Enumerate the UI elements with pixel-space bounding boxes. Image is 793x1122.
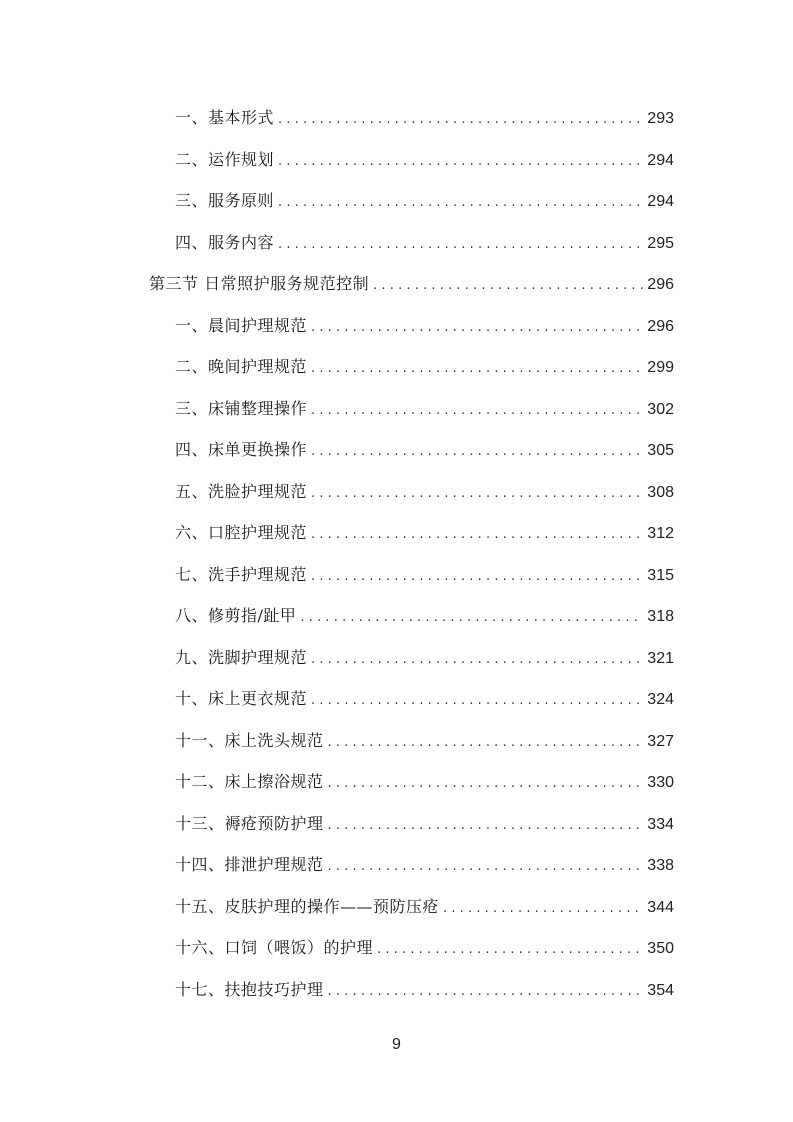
toc-section-entry[interactable] <box>149 270 674 298</box>
toc-dot-leader <box>328 770 644 798</box>
toc-entry-page: 330 <box>647 774 674 791</box>
toc-entry[interactable] <box>175 395 674 423</box>
toc-entry[interactable] <box>175 229 674 257</box>
toc-entry[interactable] <box>175 934 674 962</box>
toc-entry-title: 十一、床上洗头规范 <box>175 731 324 750</box>
toc-entry-page: 299 <box>647 359 674 376</box>
toc-entry[interactable] <box>175 644 674 672</box>
toc-entry-title: 三、床铺整理操作 <box>175 399 308 418</box>
toc-entry[interactable] <box>175 353 674 381</box>
toc-dot-leader <box>311 687 643 715</box>
toc-dot-leader <box>328 729 644 757</box>
toc-entry-title: 十三、褥疮预防护理 <box>175 814 324 833</box>
toc-entry-title: 十、床上更衣规范 <box>175 689 308 708</box>
toc-entry[interactable] <box>175 602 674 630</box>
toc-entry-page: 305 <box>647 442 674 459</box>
toc-entry-title: 第三节 日常照护服务规范控制 <box>149 274 370 293</box>
toc-entry-page: 293 <box>647 110 674 127</box>
toc-dot-leader <box>311 397 643 425</box>
toc-entry[interactable] <box>175 851 674 879</box>
toc-entry-title: 十七、扶抱技巧护理 <box>175 980 324 999</box>
toc-entry-title: 十五、皮肤护理的操作——预防压疮 <box>175 897 440 916</box>
toc-entry-title: 五、洗脸护理规范 <box>175 482 308 501</box>
toc-entry-page: 334 <box>647 816 674 833</box>
toc-entry-title: 二、运作规划 <box>175 150 275 169</box>
toc-entry-page: 302 <box>647 401 674 418</box>
toc-dot-leader <box>300 604 643 632</box>
toc-entry-title: 四、床单更换操作 <box>175 440 308 459</box>
toc-entry[interactable] <box>175 768 674 796</box>
toc-dot-leader <box>311 314 643 342</box>
toc-entry-title: 十六、口饲（喂饭）的护理 <box>175 938 374 957</box>
toc-entry[interactable] <box>175 478 674 506</box>
toc-entry-page: 318 <box>647 608 674 625</box>
toc-entry[interactable] <box>175 104 674 132</box>
toc-entry-title: 六、口腔护理规范 <box>175 523 308 542</box>
toc-entry-page: 315 <box>647 567 674 584</box>
toc-entry-title: 八、修剪指/趾甲 <box>175 606 297 625</box>
toc-dot-leader <box>311 438 643 466</box>
toc-entry-page: 354 <box>647 982 674 999</box>
toc-entry-title: 四、服务内容 <box>175 233 275 252</box>
toc-entry-title: 十二、床上擦浴规范 <box>175 772 324 791</box>
toc-entry[interactable] <box>175 685 674 713</box>
toc-entry-title: 一、晨间护理规范 <box>175 316 308 335</box>
toc-entry[interactable] <box>175 519 674 547</box>
toc-dot-leader <box>443 895 643 923</box>
toc-entry-page: 294 <box>647 193 674 210</box>
toc-dot-leader <box>278 189 643 217</box>
toc-dot-leader <box>278 106 643 134</box>
toc-dot-leader <box>311 646 643 674</box>
toc-entry[interactable] <box>175 312 674 340</box>
toc-dot-leader <box>328 853 644 881</box>
toc-entry-page: 344 <box>647 899 674 916</box>
toc-dot-leader <box>377 936 643 964</box>
toc-entry-page: 327 <box>647 733 674 750</box>
toc-entry-page: 295 <box>647 235 674 252</box>
toc-dot-leader <box>278 231 643 259</box>
toc-entry-page: 296 <box>647 318 674 335</box>
toc-dot-leader <box>311 355 643 383</box>
toc-dot-leader <box>311 521 643 549</box>
toc-entry-title: 一、基本形式 <box>175 108 275 127</box>
toc-entry-page: 308 <box>647 484 674 501</box>
toc-entry-page: 294 <box>647 152 674 169</box>
toc-entry-title: 十四、排泄护理规范 <box>175 855 324 874</box>
toc-entry[interactable] <box>175 727 674 755</box>
toc-entry[interactable] <box>175 561 674 589</box>
toc-entry-page: 296 <box>647 276 674 293</box>
toc-dot-leader <box>311 563 643 591</box>
toc-dot-leader <box>328 978 644 1006</box>
toc-dot-leader <box>278 148 643 176</box>
toc-entry[interactable] <box>175 436 674 464</box>
toc-dot-leader <box>328 812 644 840</box>
page-number: 9 <box>392 1036 401 1053</box>
toc-entry[interactable] <box>175 146 674 174</box>
toc-entry-page: 324 <box>647 691 674 708</box>
toc-entry[interactable] <box>175 810 674 838</box>
toc-entry[interactable] <box>175 187 674 215</box>
toc-entry-title: 三、服务原则 <box>175 191 275 210</box>
toc-entry-title: 七、洗手护理规范 <box>175 565 308 584</box>
toc-entry-page: 312 <box>647 525 674 542</box>
toc-entry[interactable] <box>175 976 674 1004</box>
toc-entry-page: 350 <box>647 940 674 957</box>
toc-entry-page: 321 <box>647 650 674 667</box>
toc-entry-title: 九、洗脚护理规范 <box>175 648 308 667</box>
toc-dot-leader <box>311 480 643 508</box>
toc-entry[interactable] <box>175 893 674 921</box>
toc-entry-title: 二、晚间护理规范 <box>175 357 308 376</box>
toc-entry-page: 338 <box>647 857 674 874</box>
toc-dot-leader <box>373 272 643 300</box>
